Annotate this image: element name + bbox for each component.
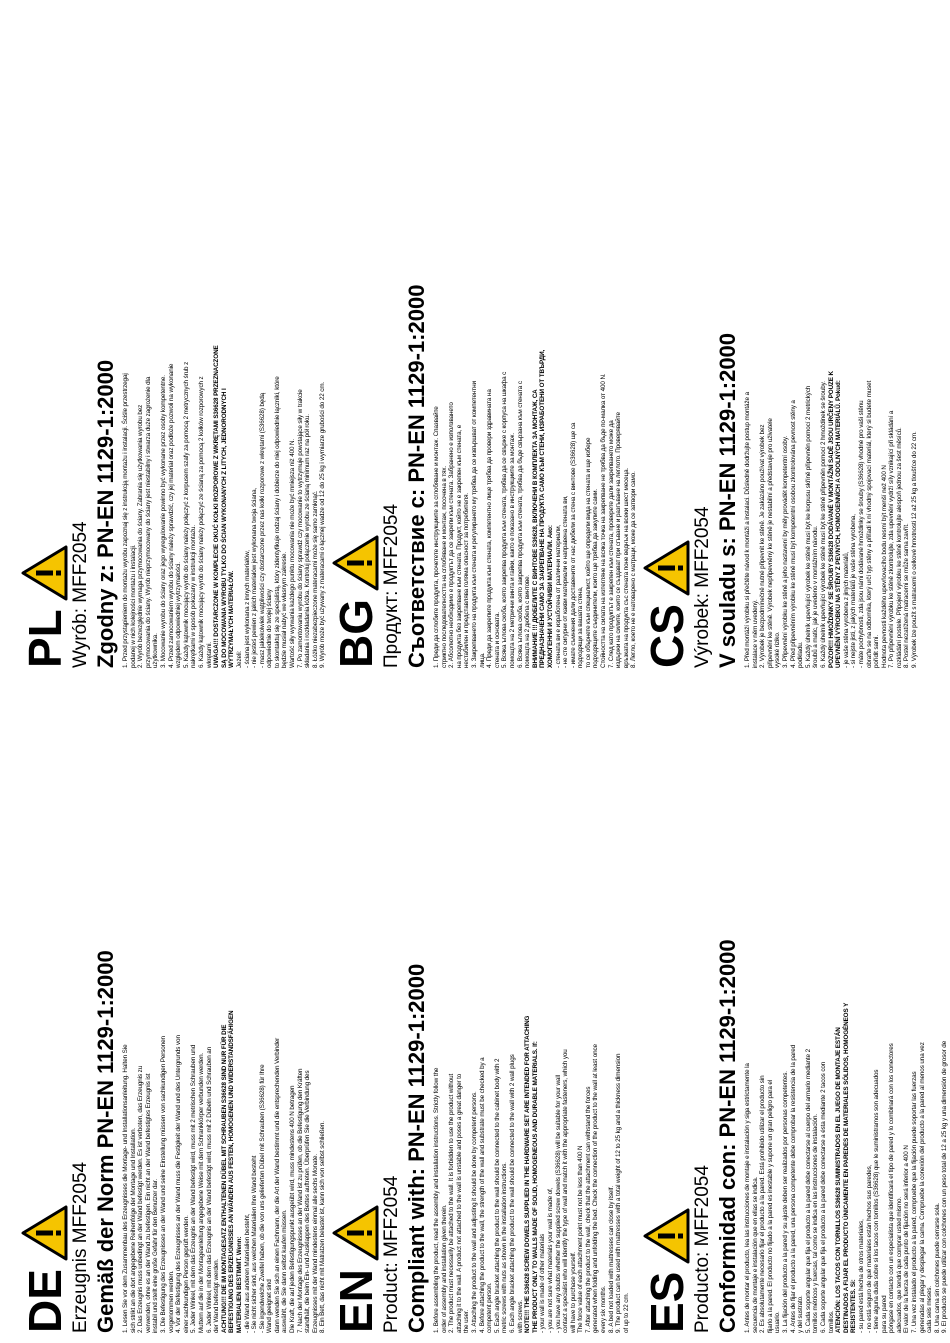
section-bg xyxy=(325,18,637,668)
text-line: 4. Vor der Befestigung des Erzeugnisses an der Wand muss die Festigkeit der Wand und des Untergrunds von xyxy=(175,1035,183,1333)
text-line: składania i rozkładania łóżka. Kontroluj połączenie wyrobu ze ścianą minimum raz na pół roku. xyxy=(304,414,312,668)
text-line: Hodnota pevnosti každého upevňovacího bodu nesmí být menší než 400 N xyxy=(880,465,888,668)
text-line: 7. След като продуктът е закрепен към стената, проверете дали закрепването може да xyxy=(607,420,615,668)
text-line: El valor de la fuerza de cada punto de fijación no será inferior a 400 N xyxy=(903,1145,911,1333)
text-line: 6. Každý úhelník upevňující výrobek ke stěně musí být ke stěně připevněn pomocí 2 hmoždinek se šrouby. xyxy=(819,381,827,668)
text-line: 8. Una cama sin colchones puede cerrarse sola. xyxy=(933,1202,941,1333)
text-line: Стойността на силата на изтегляне на всяка точка на закрепване не трябва да бъде по-малка от 400 N. xyxy=(600,373,608,668)
instructions-text xyxy=(744,683,948,1333)
text-line: - nie jesteś pewien z jakich materiałów jest wykonana twoja ściana, xyxy=(251,487,259,668)
text-line: 9. Wyrób może być używany z materacami o łącznej wadze od 12 do 25 kg i wymiarze grubości do 22 cm. xyxy=(319,381,326,668)
text-line: 6. Jeder Winkel, mit dem das Erzeugnis an der Wand befestigt wird, muss mit 2 Dübeln und Schrauben an xyxy=(205,1046,213,1333)
text-line: šroubů a matic, jak je uvedeno v montážním návodu. xyxy=(812,525,820,668)
text-line: przymocowania do ściany. Wyrób nieprzymocowany do ściany jest niestabilny i stwarza duże zagrożenie dla xyxy=(144,376,152,668)
text-line: - si nejste jisti, z jakých materiálů je vaše stěna vyrobena, xyxy=(850,514,858,668)
text-line: 5. Cada soporte angular que fija el producto a la pared debe conectarse al cuerpo del armario mediante 2 xyxy=(804,1049,812,1333)
text-line: para su pared xyxy=(880,1295,888,1333)
warning-icon xyxy=(20,1205,68,1261)
text-line: secuencia de montaje e instalación que en ellas se indica. xyxy=(751,1176,759,1333)
section-cs xyxy=(636,18,948,668)
text-line: 6. Each angle bracket attaching the product to the wall should be connected to the wall with 2 wall plugs xyxy=(508,1054,516,1333)
text-line: 5. Každý úhelník upevňující výrobek ke stěně musí být ke korpusu skříně připevněn pomocí 2 metrických xyxy=(804,385,812,668)
warning-line: BEFESTIGUNG DES ERZEUGNISSES AN WÄNDEN AUS FESTEN, HOMOGENEN UND WIDERSTANDSFÄHIGEN xyxy=(228,1010,236,1333)
text-line: 7. Nach der Montage des Erzeugnisses an der Wand ist zu prüfen, ob die Befestigung den Kräften xyxy=(296,1068,304,1333)
text-line: - die Wand aus anderen Materialien besteht, xyxy=(243,1213,251,1333)
text-line: 1. Przed przystąpieniem do montażu wyrobu zapoznaj się z instrukcją montażu i instalacji. Ściśle przestrzegaj xyxy=(122,373,129,668)
warning-line: ХОМОГЕННИ И УСТОЙЧИВИ МАТЕРИАЛИ. Ако: xyxy=(546,525,554,668)
text-line: - máte pochybnosti, zda jsou námi dodávané hmoždinky se šrouby (S36628) vhodné pro vaši stěnu xyxy=(857,400,865,668)
text-line: 1. Before assembling the product, read the assembly and installation instructions. Strictly follow the xyxy=(433,1067,440,1333)
text-line: - имате съмнения дали доставените от нас дюбели за стена с винтове (S36628) ще са xyxy=(569,422,577,668)
product-name: Product: MFF2054 xyxy=(381,1175,402,1333)
text-line: 7. After attaching the product to the wall, check that the attachment can withstand the forces xyxy=(584,1086,592,1333)
text-line: Muttern auf die in der Montageanleitung angegebene Weise mit dem Schrankkörper verbunden werden. xyxy=(197,1052,205,1333)
text-line: to skontaktuj się ze specjalistą, który zidentyfikuje rodzaj ściany i dobierze do niej odpowiednie łączniki, które xyxy=(273,376,281,668)
text-line: obraťte se na odborníka, který určí typ stěny a přiřadí k ní vhodný spojovací materiál, který si budete muset xyxy=(865,380,873,668)
text-line: der Wand befestigt werden. xyxy=(213,1258,221,1333)
text-line: with screws. xyxy=(516,1299,524,1333)
text-line: wkrętami. xyxy=(205,641,213,668)
text-line: Jeżeli: xyxy=(235,650,243,668)
warning-line: MATERIALIEN BESTIMMT. Wenn: xyxy=(235,1236,243,1333)
text-line: cada seis meses. xyxy=(926,1285,934,1333)
text-line: - su pared está hecha de otros materiales, xyxy=(857,1219,865,1333)
text-line: 4. Před připevněním výrobku ke stěně musí být kompetentní osobou zkontrolována pevnost stěny a xyxy=(789,400,797,668)
text-line: - you have any doubts whether the supplied screw dowels (S36628) will be suitable for your wall xyxy=(554,1075,562,1333)
text-line: 8. Легло, което не е натоварено с матраци, може да се затвори само. xyxy=(630,471,637,668)
text-line: - your wall is made of other materials xyxy=(539,1233,547,1333)
warning-line: ACHTUNG!!! DIE IM MONTAGESATZ ENTHALTENEN DÜBEL MIT SCHRAUBEN S36628 SIND NUR FÜR DIE xyxy=(220,1024,228,1333)
text-line: 9. El producto se puede utilizar con colchones con un peso total de 12 a 25 kg y una dimensión de grosor de xyxy=(941,1040,948,1333)
text-line: 1. Lesen Sie vor dem Zusammenbau des Erzeugnisses die Montage- und Installationsanleitung. Halten Sie xyxy=(122,1044,129,1333)
text-line: 5. Each angle bracket attaching the product to the wall should be connected to the cabinet body with 2 xyxy=(493,1058,501,1333)
text-line: 8. Łóżko niezabezpieczone materacami może się samo zamknąć. xyxy=(311,490,319,668)
compliance-title: Съответствие с: PN-EN 1129-1:2000 xyxy=(404,284,429,668)
text-line: 2. Абсолютно необходимо е продуктът да се закрепи към стената. Забранено е използването xyxy=(448,402,456,668)
text-line: 4. Przed zamocowaniem wyrobu do ściany należy sprawdzić, czy jej materiał oraz podłoże pozwoli na wykonanie xyxy=(167,363,175,668)
text-line: Wartość siły wyrwania każdego punktu mocowania nie może być mniejsza niż 400 N. xyxy=(289,438,297,668)
language-code: BG xyxy=(330,599,382,668)
section-es xyxy=(636,683,948,1333)
text-line: competent person. xyxy=(486,1282,494,1333)
text-line: podkladu. xyxy=(797,641,805,668)
text-line: Die Kraft, die auf jeden Befestigungspunkt ausgeübt wird, muss mindestens 400 N betragen xyxy=(289,1085,297,1333)
warning-line: NOTE!!! THE S36628 SCREW DOWELS SUPPLIED IN THE HARDWARE SET ARE INTENDED FOR ATTACHING xyxy=(524,1015,532,1333)
warning-line: WYTRZYMAŁYCH MATERIAŁÓW. xyxy=(228,570,236,668)
text-line: the user. xyxy=(463,1309,471,1333)
text-line: 1. Преди да сглобите продукта, прочетете инструкциите за сглобяване и монтаж. Спазвайте xyxy=(433,406,440,668)
text-line: fijarlo a la pared. El producto no fijado a la pared es inestable y supone un gran peligro para el xyxy=(766,1079,774,1333)
text-line: będzie musiał nabyć we własnym zakresie. xyxy=(281,551,289,668)
text-line: 7. Po připevnění výrobku ke stěně zkontrolujte, zda upevnění vydrží síly vznikající při skládání a xyxy=(888,410,896,668)
text-line: 9. Výrobek lze použít s matracemi o celkové hmotnosti 12 až 25 kg a tloušťce do 22 cm. xyxy=(911,431,919,668)
text-line: - Sie nicht sicher sind, aus welchen Materialien Ihre Wand besteht xyxy=(251,1155,259,1333)
text-line: - tiene alguna duda sobre si los tacos con tornillos (S36628) que le suministramos son adecuados xyxy=(873,1069,881,1333)
text-line: podanej w nich kolejności montażu i instalacji. xyxy=(129,544,137,668)
text-line: 8. Ein Bett, das nicht mit Matratzen belastet ist, kann sich von selbst schließen. xyxy=(319,1121,326,1333)
warning-icon xyxy=(642,1208,690,1264)
text-line: 2. Výrobek je bezpodmínečně nutné připevnit ke stěně. Je zakázáno používat výrobek bez xyxy=(759,424,767,668)
warning-icon xyxy=(331,1205,379,1261)
warning-line: UWAGA!!! DOSTARCZONE W KOMPLECIE OKUĆ KOŁKI ROZPOROWE Z WKRĘTAMI S36628 PRZEZNACZONE xyxy=(213,345,221,668)
text-line: usuario. xyxy=(774,1311,782,1333)
warning-line: UPEVNĚNÍ VÝROBKU NA STĚNY Z PEVNÝCH, HOMOGENNÍCH A ODOLNÝCH MATERIÁLŮ. Pokud: xyxy=(835,380,843,668)
language-code: ES xyxy=(641,1271,693,1333)
text-line: użytkownika. xyxy=(152,633,160,668)
text-line: помощта на 2 дюбела с винтове. xyxy=(524,574,532,668)
text-line: every six months. xyxy=(600,1285,608,1333)
text-line: 2. The product must necessarily be attached to the wall. It is forbidden to use the product without xyxy=(448,1073,456,1333)
text-line: einer sachkundigen Person geprüft werden. xyxy=(182,1215,190,1333)
text-line: Erzeugnisses mit der Wand mindestens einmal alle sechs Monate. xyxy=(311,1153,319,1333)
text-line: 1. Antes de montar el producto, lea las instrucciones de montaje e instalación y siga estrictamente la xyxy=(744,1063,751,1333)
warning-icon xyxy=(20,545,68,601)
text-line: стената и основата. xyxy=(493,611,501,668)
text-line: contact a specialist who will identify the type of wall and match it with the appropriate fasteners, which you xyxy=(562,1049,570,1333)
text-line: 2. Wyrób bezwzględnie wymaga przymocowania do ściany. Zabrania się użytkowania wyrobu bez xyxy=(137,404,145,668)
language-code: PL xyxy=(19,609,71,668)
text-line: 4. Преди да закрепите продукта към стената, компетентно лице трябва да провери здравината на xyxy=(486,389,494,668)
product-name: Výrobek: MFF2054 xyxy=(692,506,713,668)
text-line: - ściana jest wykonana z innych materiałów, xyxy=(243,550,251,668)
warning-line: POZOR!!! HMOŽDINKY SE ŠROUBY S36628 DODÁVANÉ V MONTÁŽNÍ SADĚ JSOU URČENY POUZE K xyxy=(827,371,835,668)
text-line: 9. The product can be used with mattresses with a total weight of 12 to 25 kg and a thickness dimension xyxy=(615,1053,623,1333)
text-line: rozkládání postele. Připojení výrobku ke stěně kontrolujte alespoň jednou za šest měsíců. xyxy=(895,427,903,668)
text-line: will have to purchase yourself. xyxy=(569,1251,577,1333)
text-line: instabil und stellt eine große Gefahr für den Benutzer dar. xyxy=(152,1178,160,1333)
text-line: The force value of each attachment point must not be less than 400 N xyxy=(577,1145,585,1333)
compliance-title: Gemäß der Norm PN-EN 1129-1:2000 xyxy=(93,950,118,1333)
text-line: 8. A bed not loaded with mattresses can close by itself. xyxy=(607,1185,615,1333)
text-line: instalace v něm uvedený. xyxy=(751,599,759,668)
section-pl xyxy=(14,18,326,668)
text-line: 4. Antes de fijar el producto a la pared, una persona competente debe comprobar la resistencia de la pared xyxy=(789,1045,797,1333)
text-line: order of assembly and installation given therein. xyxy=(440,1204,448,1333)
product-name: Wyrób: MFF2054 xyxy=(70,521,91,668)
text-line: 4. Before attaching the product to the wall, the strength of the wall and substrate must be checked by a xyxy=(478,1057,486,1333)
text-line: y del sustrato. xyxy=(797,1295,805,1333)
text-line: - you are not sure what materials your wall is made of, xyxy=(546,1187,554,1333)
text-line: 2. Das Erzeugnis muss unbedingt an der Wand befestigt werden. Es ist verboten, das Erzeugnis zu xyxy=(137,1065,145,1333)
text-line: - не сте сигурни от какви материали е направена стената ви, xyxy=(562,495,570,668)
product-name: Producto: MFF2054 xyxy=(692,1165,713,1333)
instructions-text xyxy=(744,18,919,668)
section-en xyxy=(325,683,637,1333)
text-line: of up to 22 cm. xyxy=(622,1292,630,1333)
warning-line: ПРЕДНАЗНАЧЕНИ САМО ЗА ЗАКРЕПВАНЕ НА ПРОДУКТА САМО КЪМ СТЕНИ, ИЗРАБОТЕНИ ОТ ТВЪРДИ, xyxy=(539,349,547,668)
text-line: - no está seguro de qué materiales están hechos sus paredes, xyxy=(865,1164,873,1333)
instructions-text xyxy=(433,683,630,1333)
text-line: odpowiednie do twojej ściany xyxy=(266,589,274,668)
text-line: 3. Die Befestigung des Erzeugnisses an der Wand und seine Einstellung müssen von sachkundigen Personen xyxy=(159,1036,167,1333)
text-line: подходящите съединители, които ще трябва да закупите сами. xyxy=(592,488,600,668)
text-line: то се обърнете към специалист, който ще определи вида на стената и ще избере xyxy=(584,437,592,668)
text-line: Wand geeignet sind xyxy=(266,1279,274,1333)
text-line: 8. Postel nezatížená matracemi se může sama zavřít. xyxy=(903,523,911,668)
warning-icon xyxy=(331,535,379,591)
instructions-text xyxy=(433,18,637,668)
language-code: DE xyxy=(19,1269,71,1333)
compliance-title: Conformidad con: PN-EN 1129-1:2000 xyxy=(715,939,740,1333)
text-line: 6. Cada soporte angular que fija el producto a la pared debe conectarse a ésta mediante 2 tacos con xyxy=(819,1061,827,1333)
warning-line: THE PRODUCT ONLY TO WALLS MADE OF SOLID, HOMOGENEOUS AND DURABLE MATERIALS. If: xyxy=(531,1041,539,1333)
text-line: nakrętkami w sposób pokazany w instrukcji montażu. xyxy=(190,524,198,668)
text-line: vorgenommen werden. xyxy=(167,1270,175,1333)
text-line: 3. Закрепването на продукта към стената и регулирането му трябва да се извършват от компетентни xyxy=(470,381,478,668)
text-line: auswählt, die Sie dann selbst kaufen müssen. xyxy=(281,1209,289,1333)
text-line: tornillos métricos y tuercas, tal como se indica en las instrucciones de instalación. xyxy=(812,1114,820,1333)
text-line: 7. Una vez instalado el producto a la pared, compruebe que la fijación puede soportar las fuerzas xyxy=(911,1071,919,1333)
text-line: připevnění ke stěně. Výrobek nepřipevněný ke stěně je nestabilní a představuje pro uživatele xyxy=(766,418,774,668)
warning-line: ATENCIÓN: LOS TACOS CON TORNILLOS S36628 SUMINISTRADOS EN EL JUEGO DE MONTAJE ESTÁN xyxy=(835,1027,843,1333)
text-line: - стената ви е изработена от различни материали, xyxy=(554,524,562,668)
text-line: лица. xyxy=(478,652,486,668)
text-line: attaching it to the wall. A product not attached to the wall is unstable and poses a great danger to xyxy=(455,1073,463,1333)
text-line: на продукта без закрепване към стената. Продукт, който не е закрепен към стената, е xyxy=(455,424,463,668)
text-line: връзката на продукта със стената поне веднъж на всеки шест месеца. xyxy=(622,467,630,668)
text-line: standhält, die beim Ein- und Ausklappen des Bettes auftreten. Überprüfen Sie die Verbindung des xyxy=(304,1070,312,1333)
text-line: издържи на силите, които се създават при сгъване и разгъване на леглото. Проверявайте xyxy=(615,412,623,668)
product-name: Erzeugnis MFF2054 xyxy=(70,1161,91,1333)
text-line: adecuados, que tendrá que comprar usted mismo. xyxy=(895,1196,903,1333)
text-line: generated when folding and unfolding the bed. Check the connection of the product to the wall at least once xyxy=(592,1044,600,1333)
language-code: EN xyxy=(330,1269,382,1333)
text-line: sich strikt an die dort angegebene Reihenfolge der Montage und Installation. xyxy=(129,1127,137,1333)
language-code: CS xyxy=(641,604,693,668)
text-line: помощта на 2 метрични винта и гайки, както е показано в инструкциите за монтаж. xyxy=(508,432,516,668)
instructions-text xyxy=(122,683,326,1333)
text-line: 1. Před montáží výrobku si přečtěte návod k montáži a instalaci. Důsledně dodržujte postup montáže a xyxy=(744,392,751,668)
text-line: metric screws with nuts as shown in the installation instructions. xyxy=(501,1162,509,1333)
text-line: нестабилен и представлява голяма опасност за потребителя. xyxy=(463,492,471,668)
text-line: 6. Всяка ъглова скоба, която закрепва продукта към стената, трябва да бъде свързана към стената с xyxy=(516,381,524,668)
text-line: 5. Всяка ъглова скоба, която закрепва продукта към стената, трябва да се свърже с корпуса на шкафа с xyxy=(501,371,509,668)
text-line: generadas al plegar y desplegar la cama. Compruebe la conexión del producto a la pared al menos una vez xyxy=(918,1042,926,1333)
warning-line: RESISTENTES. Si: xyxy=(850,1279,858,1333)
text-line: vysoké riziko. xyxy=(774,631,782,668)
text-line: стриктно последователността на сглобяване и монтаж, посочена в тях. xyxy=(440,465,448,668)
text-line: 3. Připevnění výrobku ke stěně a jeho nastavení by měly provádět kompetentní osoby. xyxy=(781,435,789,668)
text-line: względem odpowiedniej wytrzymałości. xyxy=(175,562,183,668)
warning-icon xyxy=(642,540,690,596)
text-line: 3. Mocowanie wyrobu do ściany oraz jego wyregulowanie powinno być wykonane przez osoby kompetentne. xyxy=(159,375,167,668)
section-de xyxy=(14,683,326,1333)
warning-line: DESTINADOS A FIJAR EL PRODUCTO ÚNICAMENTE EN PAREDES DE MATERIALES SÓLIDOS, HOMOGÉNEOS Y xyxy=(842,1002,850,1333)
text-line: 5. Każdy kątownik mocujący wyrób do ściany należy połączyć z korpusem szafy za pomocą 2 metrycznych śrub z xyxy=(182,361,190,668)
text-line: - Sie irgendwelche Zweifel haben, ob die von uns gelieferten Dübel mit Schrauben (S36628) für Ihre xyxy=(258,1064,266,1333)
instructions-text xyxy=(122,18,326,668)
warning-line: ВНИМАНИЕ !!! ДЮБЕЛИТЕ С ВИНТОВЕ S36628, ВКЛЮЧЕНИ В КОМПЛЕКТА ЗА МОНТАЖ, СА xyxy=(531,389,539,668)
product-name: Продукт: MFF2054 xyxy=(381,503,402,668)
text-line: dann wenden Sie sich an einen Fachmann, der die Art der Wand bestimmt und die entsprechenden Verbinder xyxy=(273,1037,281,1333)
text-line: verwenden, ohne es an der Wand zu befestigen. Ein nicht an der Wand befestigtes Erzeugnis ist xyxy=(144,1073,152,1333)
text-line: tornillos. xyxy=(827,1310,835,1333)
compliance-title: Zgodny z: PN-EN 1129-1:2000 xyxy=(93,359,118,668)
text-line: - masz jakiekolwiek wątpliwości czy dostarczone przez nas kołki rozporowe z wkrętami (S36628) będą xyxy=(258,392,266,668)
text-line: 7. Po zamontowaniu wyrobu do ściany sprawdź czy mocowanie to wytrzymuje powstające siły w trakcie xyxy=(296,389,304,668)
text-line: póngase en contacto con un especialista que identificará el tipo de pared y lo combinará con los conectores xyxy=(888,1043,896,1333)
text-line: 3. La fijación del producto a la pared y su ajuste deben ser realizados por personas competentes. xyxy=(781,1071,789,1333)
text-line: pořídit sami. xyxy=(873,635,881,668)
text-line: 6. Każdy kątownik mocujący wyrób do ściany należy połączyć ze ścianą za pomocą 2 kołków rozporowych z xyxy=(197,376,205,668)
compliance-title: Compliant with: PN-EN 1129-1:2000 xyxy=(404,963,429,1333)
compliance-title: V souladu s: PN-EN 1129-1:2000 xyxy=(715,332,740,668)
warning-line: SĄ DO MOCOWANIA WYROBU TYLKO DO ŚCIAN WYKONANYCH Z LITYCH, JEDNORODNYCH I xyxy=(220,388,228,668)
text-line: 2. Es absolutamente necesario fijar el producto a la pared. Está prohibido utilizar el producto sin xyxy=(759,1075,767,1333)
text-line: 5. Jeder Winkel, mit dem das Erzeugnis an der Wand befestigt wird, muss mit 2 metrischen Schrauben und xyxy=(190,1044,198,1333)
text-line: подходящи за вашата стена, xyxy=(577,586,585,668)
text-line: - je vaše stěna vyrobena z jiných materiálů, xyxy=(842,551,850,668)
text-line: 3. Attaching the product to the wall and adjusting it should be done by competent persons. xyxy=(470,1091,478,1333)
